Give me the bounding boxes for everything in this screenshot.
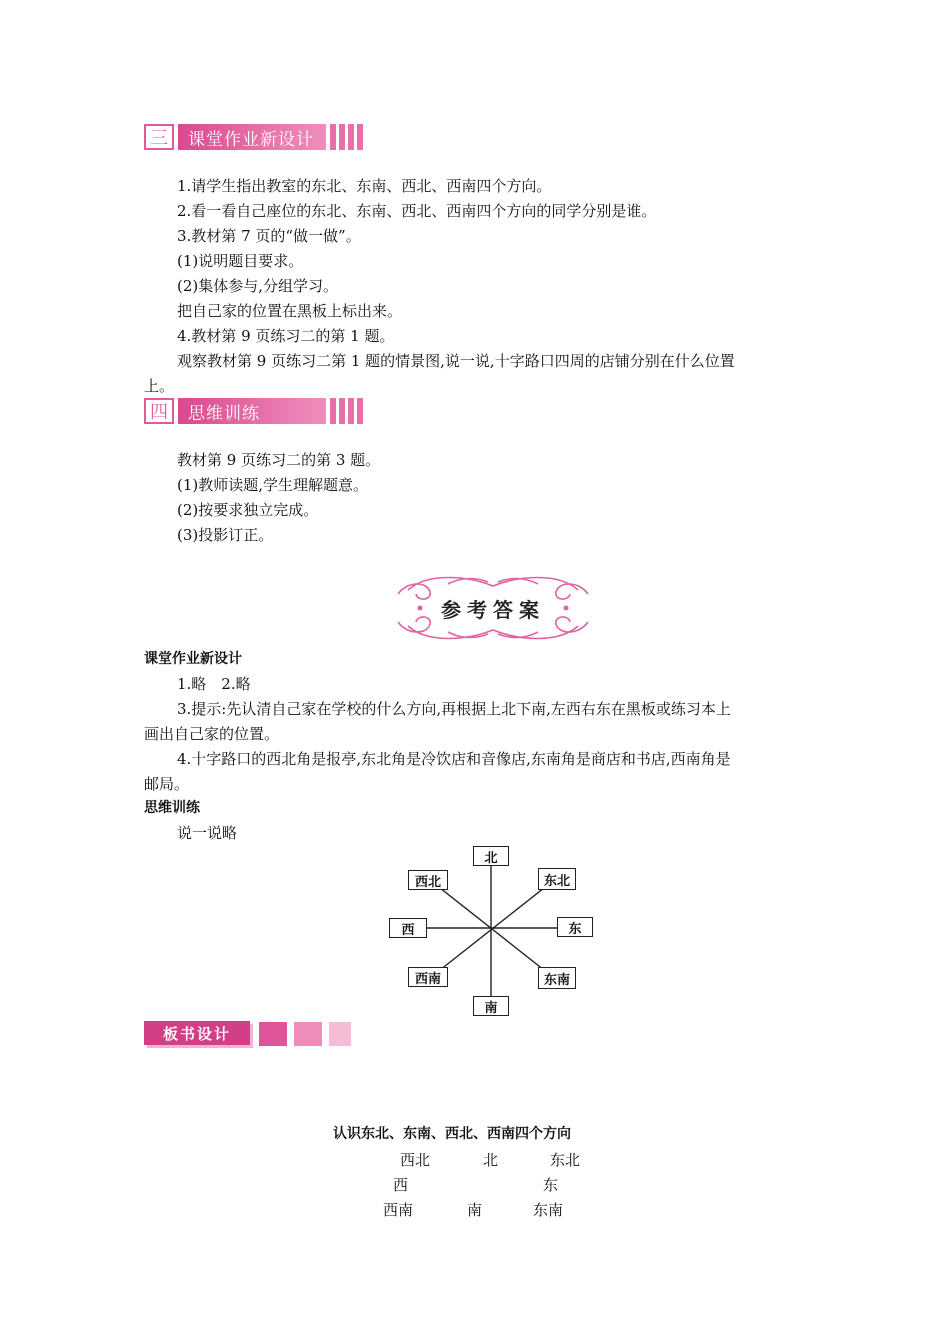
paragraph: (3)投影订正。: [177, 526, 274, 544]
board-west: 西: [393, 1176, 409, 1194]
blackboard-label: 板书设计: [144, 1021, 250, 1045]
section-number: 四: [144, 398, 174, 424]
compass-west: 西: [389, 918, 427, 938]
paragraph: (2)按要求独立完成。: [177, 501, 319, 519]
paragraph: 上。: [144, 377, 175, 395]
decorative-square: [294, 1022, 322, 1046]
paragraph: (2)集体参与,分组学习。: [177, 277, 339, 295]
paragraph: 2.看一看自己座位的东北、东南、西北、西南四个方向的同学分别是谁。: [177, 202, 657, 220]
board-southwest: 西南: [383, 1201, 414, 1219]
compass-northwest: 西北: [408, 870, 448, 890]
compass-east: 东: [557, 917, 593, 937]
paragraph: 画出自己家的位置。: [144, 725, 280, 743]
board-southeast: 东南: [533, 1201, 564, 1219]
compass-southwest: 西南: [408, 967, 448, 987]
paragraph: (1)教师读题,学生理解题意。: [177, 476, 369, 494]
decorative-square: [329, 1022, 351, 1046]
section-title: 思维训练: [178, 398, 326, 424]
paragraph: 观察教材第 9 页练习二第 1 题的情景图,说一说,十字路口四周的店铺分别在什么位置: [177, 352, 735, 370]
paragraph: 把自己家的位置在黑板上标出来。: [177, 302, 403, 320]
answer-ornament: [388, 572, 598, 644]
compass-north: 北: [473, 846, 509, 866]
answer-title: 参考答案: [441, 597, 545, 622]
answer-heading: 思维训练: [144, 800, 200, 816]
board-northeast: 东北: [550, 1151, 581, 1169]
compass-south: 南: [473, 996, 509, 1016]
paragraph: 4.教材第 9 页练习二的第 1 题。: [177, 327, 395, 345]
compass-southeast: 东南: [538, 967, 576, 989]
paragraph: 邮局。: [144, 775, 190, 793]
decorative-square: [259, 1022, 287, 1046]
answer-heading: 课堂作业新设计: [144, 651, 242, 667]
compass-northeast: 东北: [538, 868, 576, 890]
paragraph: 教材第 9 页练习二的第 3 题。: [177, 451, 381, 469]
paragraph: (1)说明题目要求。: [177, 252, 304, 270]
board-north: 北: [483, 1151, 499, 1169]
board-east: 东: [543, 1176, 559, 1194]
section-title: 课堂作业新设计: [178, 124, 326, 150]
paragraph: 1.略 2.略: [177, 675, 251, 693]
board-title: 认识东北、东南、西北、西南四个方向: [333, 1126, 571, 1142]
paragraph: 3.教材第 7 页的“做一做”。: [177, 227, 361, 245]
decorative-stripes: [330, 398, 363, 424]
paragraph: 说一说略: [177, 824, 238, 842]
section-4-banner: [144, 398, 363, 424]
board-northwest: 西北: [400, 1151, 431, 1169]
section-3-banner: [144, 124, 363, 150]
decorative-stripes: [330, 124, 363, 150]
paragraph: 1.请学生指出教室的东北、东南、西北、西南四个方向。: [177, 177, 552, 195]
board-south: 南: [467, 1201, 483, 1219]
section-number: 三: [144, 124, 174, 150]
paragraph: 3.提示:先认清自己家在学校的什么方向,再根据上北下南,左西右东在黑板或练习本上: [177, 700, 731, 718]
paragraph: 4.十字路口的西北角是报亭,东北角是冷饮店和音像店,东南角是商店和书店,西南角是: [177, 750, 731, 768]
